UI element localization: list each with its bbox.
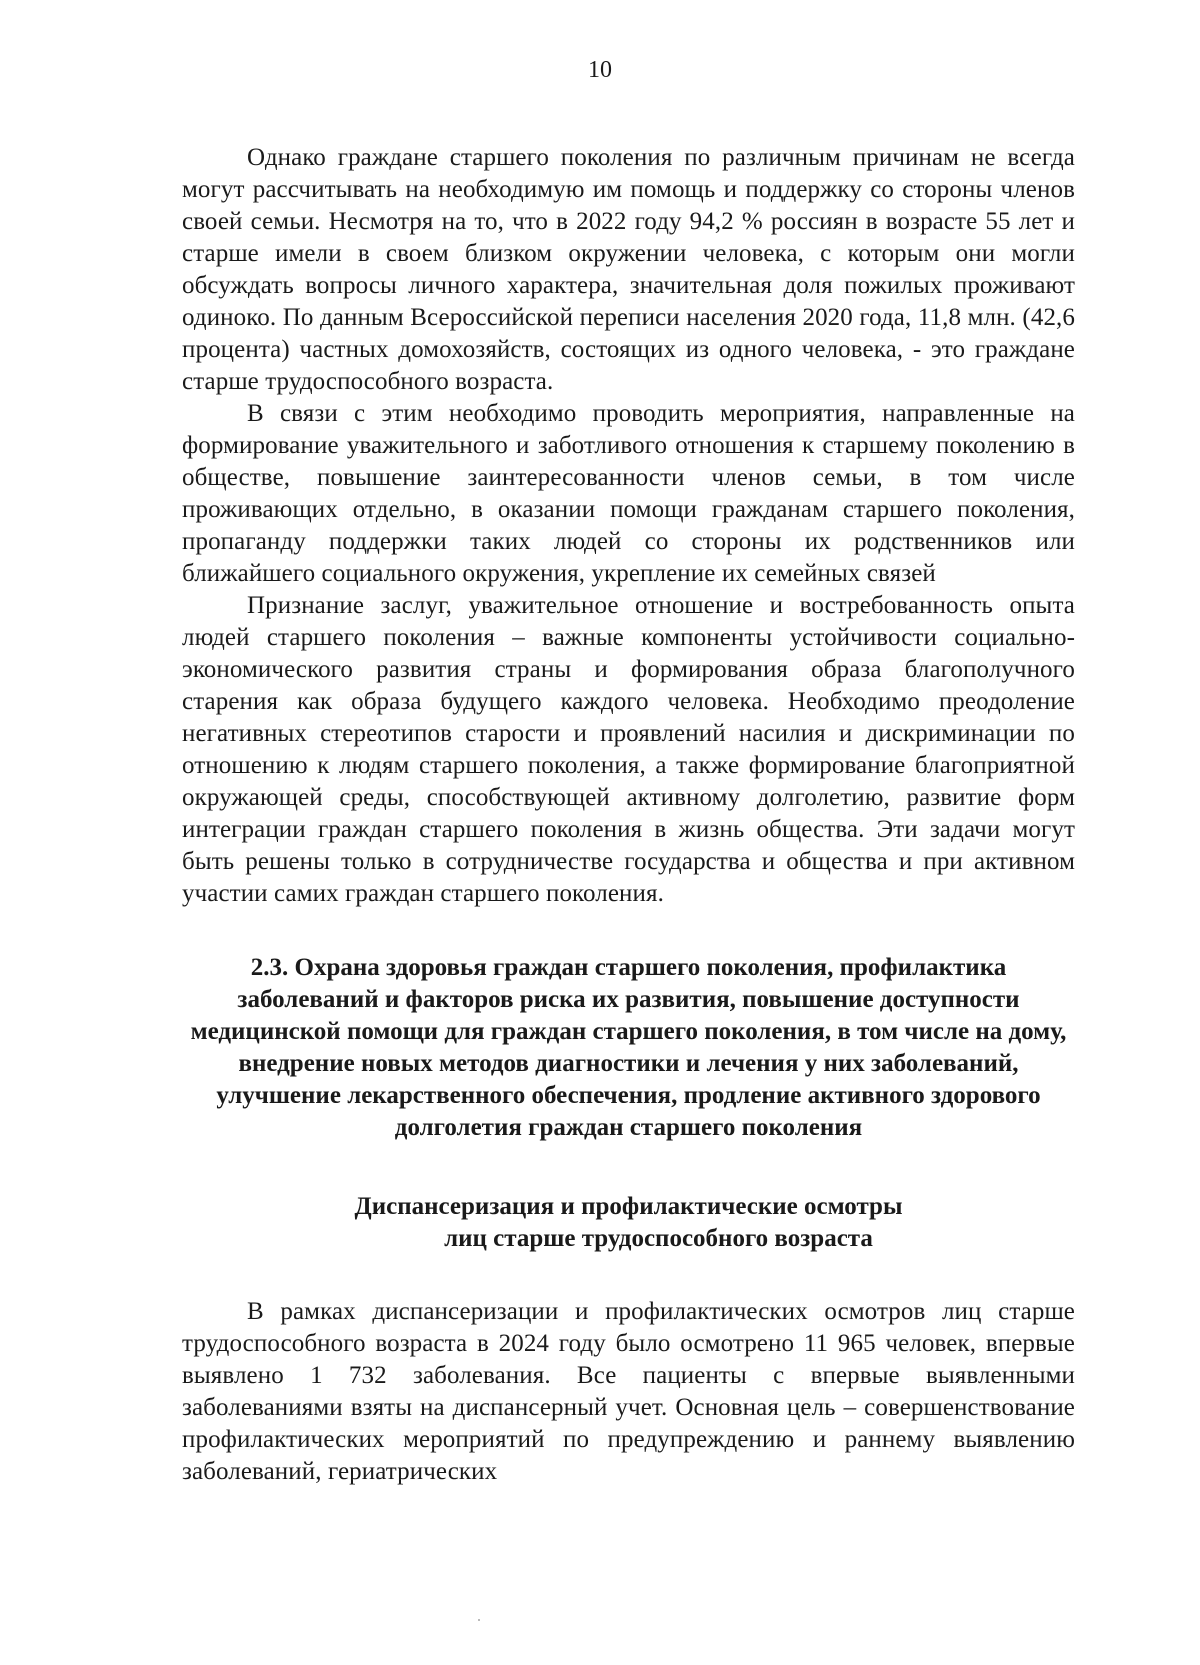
page-number: 10 [588,57,612,83]
scan-speck [478,1619,480,1621]
subsection-heading-line-1: Диспансеризация и профилактические осмотры [354,1193,903,1220]
subsection-heading [182,1191,1075,1255]
paragraph-2: В связи с этим необходимо проводить мероприятия, направленные на формирование уважительного и заботливого отношения к старшему поколению в обществе, повышение заинтересованности членов семьи, в том числе проживающих отдельно, в оказании помощи гражданам старшего поколения, пропаганду поддержки таких людей со стороны их родственников или ближайшего социального окружения, укрепление их семейных связей [182,400,1075,587]
page-content [182,142,1075,1488]
section-heading: 2.3. Охрана здоровья граждан старшего поколения, профилактика заболеваний и факторов риска их развития, повышение доступности медицинской помощи для граждан старшего поколения, в том числе на дому, внедрение новых методов диагностики и лечения у них заболеваний, улучшение лекарственного обеспечения, продление активного здорового долголетия граждан старшего поколения [190,954,1067,1141]
paragraph-1: Однако граждане старшего поколения по различным причинам не всегда могут рассчитывать на необходимую им помощь и поддержку со стороны членов своей семьи. Несмотря на то, что в 2022 году 94,2 % россиян в возрасте 55 лет и старше имели в своем близком окружении человека, с которым они могли обсуждать вопросы личного характера, значительная доля пожилых проживают одиноко. По данным Всероссийской переписи населения 2020 года, 11,8 млн. (42,6 процента) частных домохозяйств, состоящих из одного человека, - это граждане старше трудоспособного возраста. [182,144,1075,395]
paragraph-4: В рамках диспансеризации и профилактических осмотров лиц старше трудоспособного возраста в 2024 году было осмотрено 11 965 человек, впервые выявлено 1 732 заболевания. Все пациенты с впервые выявленными заболеваниями взяты на диспансерный учет. Основная цель – совершенствование профилактических мероприятий по предупреждению и раннему выявлению заболеваний, гериатрических [182,1298,1075,1485]
paragraph-3: Признание заслуг, уважительное отношение и востребованность опыта людей старшего поколения – важные компоненты устойчивости социально-экономического развития страны и формирования образа благополучного старения как образа будущего каждого человека. Необходимо преодоление негативных стереотипов старости и проявлений насилия и дискриминации по отношению к людям старшего поколения, а также формирование благоприятной окружающей среды, способствующей активному долголетию, развитие форм интеграции граждан старшего поколения в жизнь общества. Эти задачи могут быть решены только в сотрудничестве государства и общества и при активном участии самих граждан старшего поколения. [182,592,1075,907]
subsection-heading-line-2: лиц старше трудоспособного возраста [444,1225,873,1252]
